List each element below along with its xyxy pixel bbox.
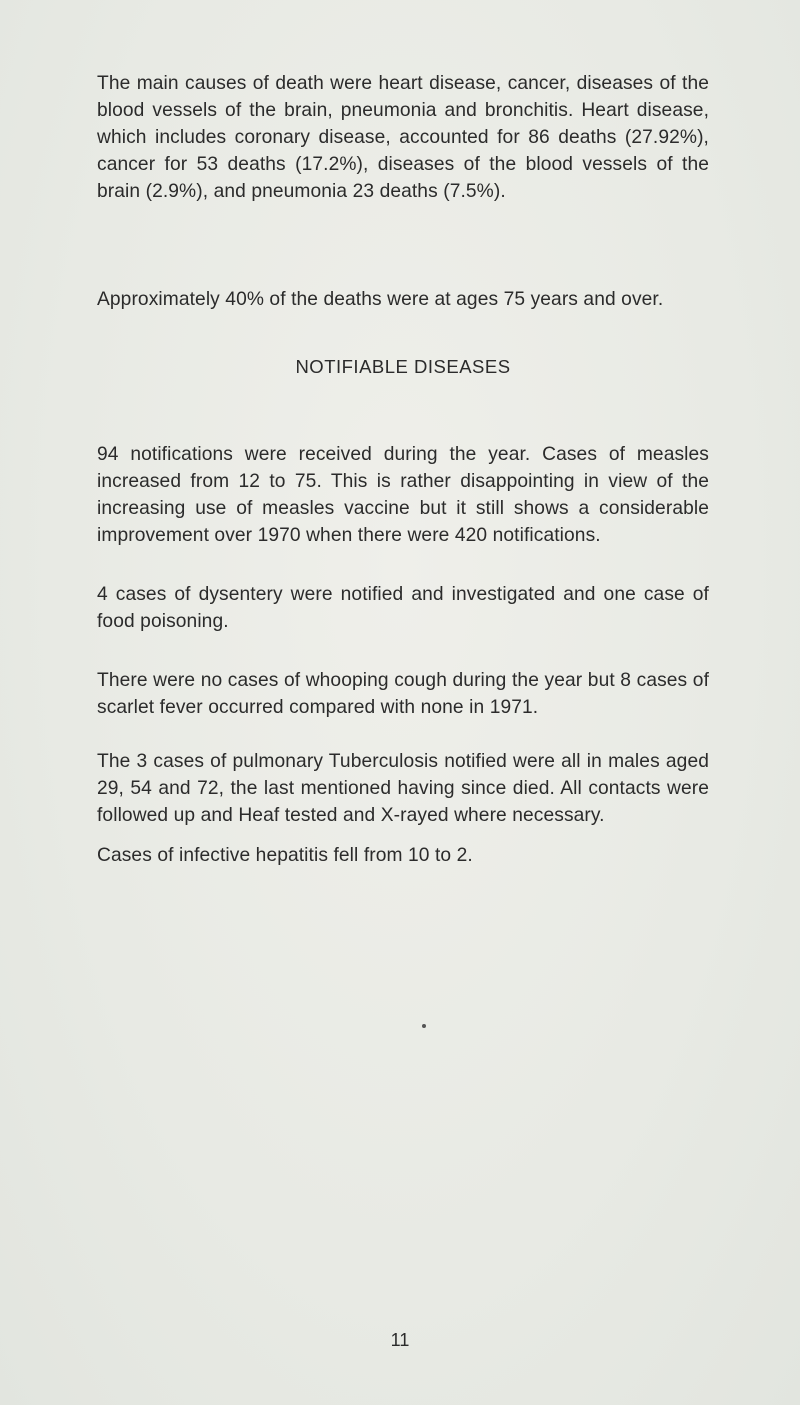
paragraph-text: The 3 cases of pulmonary Tuberculosis notified were all in males aged 29, 54 and 72, the last mentioned having since died. All contacts were followed up and Heaf tested and X-rayed where necessary. <box>97 751 709 826</box>
section-heading: NOTIFIABLE DISEASES <box>295 356 511 377</box>
paragraph-causes-of-death <box>97 70 709 205</box>
paper-speck <box>422 1024 426 1028</box>
page-number: 11 <box>390 1330 410 1350</box>
paragraph-text: 94 notifications were received during the year. Cases of measles increased from 12 to 75. This is rather disappointing in view of the increasing use of measles vaccine but it still shows a considerable improvement over 1970 when there were 420 notifications. <box>97 444 709 546</box>
paragraph-age-note <box>97 286 709 313</box>
paragraph-whooping-cough <box>97 667 709 721</box>
paragraph-text: The main causes of death were heart disease, cancer, diseases of the blood vessels of the brain, pneumonia and bronchitis. Heart disease, which includes coronary disease, accounted for 86 deaths (27.92%), cancer for 53 deaths (17.2%), diseases of the blood vessels of the brain (2.9%), and pneumonia 23 deaths (7.5%). <box>97 73 709 202</box>
paragraph-notifications <box>97 441 709 549</box>
paragraph-dysentery <box>97 581 709 635</box>
paragraph-text: There were no cases of whooping cough during the year but 8 cases of scarlet fever occurred compared with none in 1971. <box>97 670 709 718</box>
paragraph-text: Approximately 40% of the deaths were at ages 75 years and over. <box>97 289 664 310</box>
paragraph-hepatitis <box>97 842 709 869</box>
paragraph-text: Cases of infective hepatitis fell from 10 to 2. <box>97 845 473 866</box>
paragraph-text: 4 cases of dysentery were notified and investigated and one case of food poisoning. <box>97 584 709 632</box>
paragraph-tuberculosis <box>97 748 709 829</box>
